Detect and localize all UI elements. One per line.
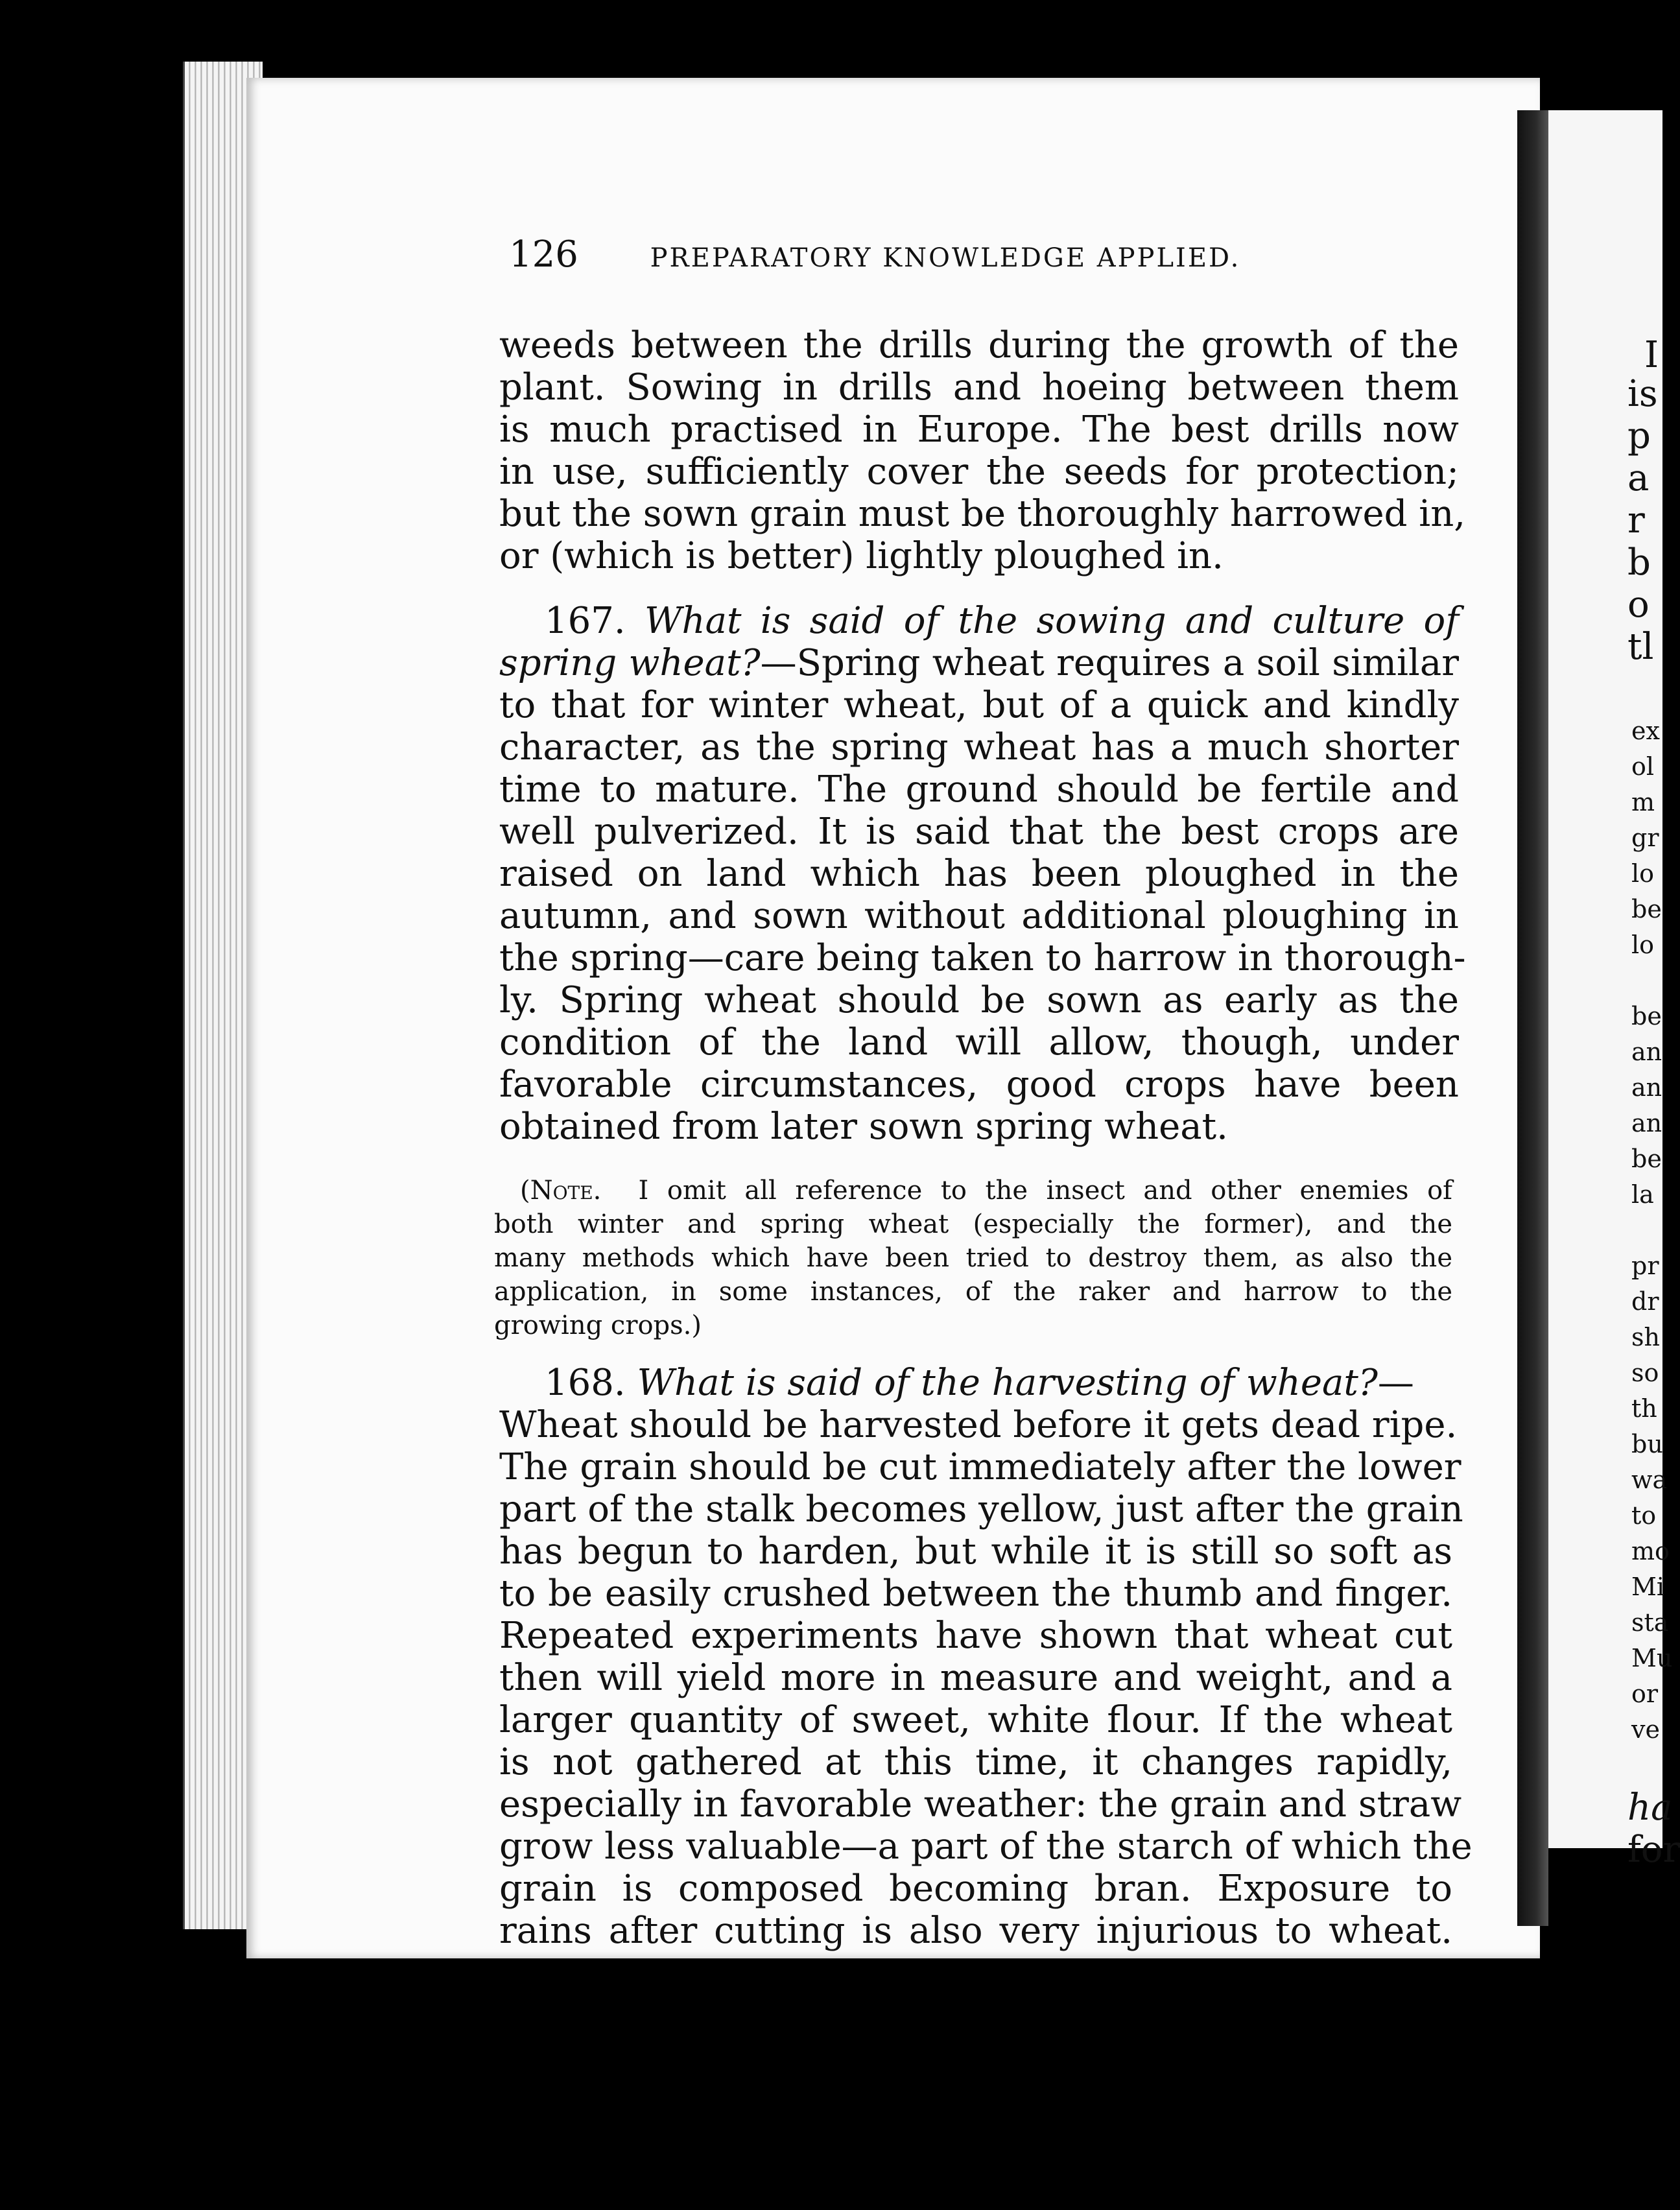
question-168-heading: [499, 1362, 1452, 1404]
fragment: ve: [1631, 1715, 1660, 1744]
fragment: b: [1627, 541, 1651, 584]
fragment: to: [1631, 1501, 1657, 1530]
note-line: application, in some instances, of the raker and harrow to the: [494, 1277, 1452, 1307]
text-line: then will yield more in measure and weight, and a: [499, 1657, 1452, 1699]
paragraph-continuation: [499, 324, 1466, 577]
running-header: [509, 233, 1307, 276]
question-text: What is said of the sowing and culture of: [644, 600, 1459, 642]
book-gutter: [1517, 110, 1548, 1926]
fragment: for: [1627, 1829, 1680, 1871]
text-line: grow less valuable—a part of the starch of which the: [499, 1825, 1473, 1868]
fragment: wa: [1631, 1466, 1668, 1494]
fragment: th: [1631, 1394, 1657, 1423]
footnote: [494, 1174, 1452, 1342]
text-line: well pulverized. It is said that the best crops are: [499, 811, 1459, 853]
fragment: o: [1627, 584, 1650, 626]
running-title: PREPARATORY KNOWLEDGE APPLIED.: [650, 243, 1241, 273]
text-line: especially in favorable weather: the grain and straw: [499, 1783, 1462, 1825]
text-line: obtained from later sown spring wheat.: [499, 1106, 1228, 1148]
em-dash: —: [1377, 1362, 1414, 1404]
fragment: is: [1627, 373, 1658, 415]
text-line: the spring—care being taken to harrow in thorough-: [499, 937, 1466, 979]
text-line: in use, sufficiently cover the seeds for protection;: [499, 451, 1459, 493]
fragment: gr: [1631, 824, 1659, 852]
question-text: What is said of the harvesting of wheat?: [637, 1362, 1378, 1404]
note-line: [494, 1174, 1452, 1207]
note-label: (Note.: [520, 1176, 602, 1206]
fragment: or: [1631, 1680, 1659, 1708]
fragment: pr: [1631, 1252, 1659, 1280]
fragment: la: [1631, 1180, 1654, 1209]
text-line: but the sown grain must be thoroughly harrowed in,: [499, 493, 1466, 535]
fragment: mo: [1631, 1537, 1670, 1565]
fragment: lo: [1631, 931, 1655, 959]
text-line: raised on land which has been ploughed in the: [499, 853, 1459, 895]
text-line: The grain should be cut immediately after the lower: [499, 1446, 1461, 1488]
text-line: to be easily crushed between the thumb and finger.: [499, 1573, 1452, 1615]
fragment: sh: [1631, 1323, 1660, 1351]
fragment: be: [1631, 895, 1662, 923]
fragment: tl: [1627, 626, 1654, 668]
question-text-cont: spring wheat?: [499, 642, 761, 684]
fragment: an: [1631, 1073, 1662, 1102]
fragment: r: [1627, 499, 1645, 541]
fragment: so: [1631, 1359, 1659, 1387]
fragment: be: [1631, 1145, 1662, 1173]
fragment: p: [1627, 415, 1651, 457]
right-facing-page: [1548, 110, 1680, 1871]
fragment: m: [1631, 788, 1655, 816]
question-167: [499, 600, 1466, 1148]
fragment: Mi: [1631, 1573, 1665, 1601]
text-line: condition of the land will allow, though, under: [499, 1021, 1459, 1063]
text-line: character, as the spring wheat has a much shorter: [499, 726, 1459, 768]
text-line: is not gathered at this time, it changes rapidly,: [499, 1741, 1452, 1783]
question-167-heading: [499, 600, 1459, 642]
text-line: larger quantity of sweet, white flour. If the wheat: [499, 1699, 1452, 1741]
fragment: ex: [1631, 717, 1660, 745]
note-line: both winter and spring wheat (especially the former), and the: [494, 1209, 1452, 1239]
text-line: is much practised in Europe. The best drills now: [499, 409, 1459, 451]
fragment: lo: [1631, 859, 1655, 888]
text-line: or (which is better) lightly ploughed in.: [499, 535, 1224, 577]
fragment: ol: [1631, 752, 1655, 781]
text-line: grain is composed becoming bran. Exposure to: [499, 1868, 1452, 1910]
fragment: bu: [1631, 1430, 1663, 1458]
fragment: I: [1644, 334, 1659, 376]
fragment: dr: [1631, 1287, 1659, 1316]
question-168: [499, 1362, 1473, 1952]
fragment: an: [1631, 1109, 1662, 1137]
text-line: ly. Spring wheat should be sown as early as the: [499, 979, 1459, 1021]
fragment: a: [1627, 457, 1650, 499]
question-number: 167.: [545, 600, 626, 642]
note-text: I omit all reference to the insect and other enemies of: [638, 1176, 1452, 1206]
answer-text: —Spring wheat requires a soil similar: [760, 642, 1459, 684]
note-line: growing crops.): [494, 1311, 702, 1340]
text-line: favorable circumstances, good crops have been: [499, 1063, 1459, 1106]
fragment: ha: [1627, 1787, 1673, 1829]
text-line: weeds between the drills during the growth of the: [499, 324, 1459, 366]
text-line: plant. Sowing in drills and hoeing between them: [499, 366, 1459, 409]
page-number: 126: [509, 233, 578, 276]
fragment: be: [1631, 1002, 1662, 1030]
text-line: Wheat should be harvested before it gets dead ripe.: [499, 1404, 1458, 1446]
text-line: time to mature. The ground should be fertile and: [499, 768, 1459, 811]
text-line: has begun to harden, but while it is still so soft as: [499, 1530, 1452, 1573]
text-line: part of the stalk becomes yellow, just after the grain: [499, 1488, 1463, 1530]
text-line: to that for winter wheat, but of a quick and kindly: [499, 684, 1459, 726]
fragment: an: [1631, 1038, 1662, 1066]
question-number: 168.: [545, 1362, 626, 1404]
text-line: rains after cutting is also very injurious to wheat.: [499, 1910, 1452, 1952]
text-line: autumn, and sown without additional ploughing in: [499, 895, 1459, 937]
fragment: sta: [1631, 1608, 1669, 1637]
fragment: Mu: [1631, 1644, 1673, 1672]
text-line: Repeated experiments have shown that wheat cut: [499, 1615, 1452, 1657]
note-line: many methods which have been tried to destroy them, as also the: [494, 1243, 1452, 1273]
question-167-line-2: [499, 642, 1459, 684]
